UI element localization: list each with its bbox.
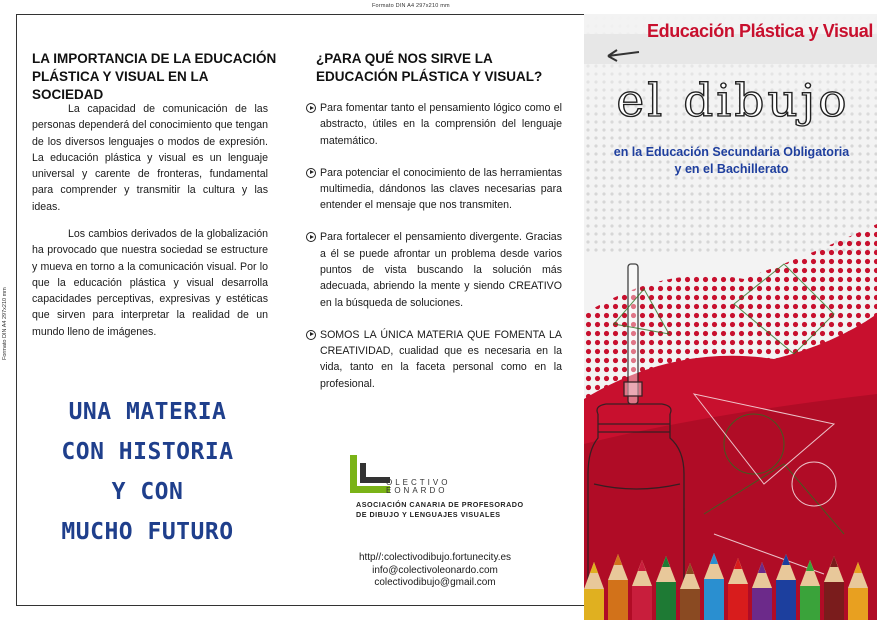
email-link[interactable]: info@colectivoleonardo.com — [372, 564, 498, 576]
purpose-heading: ¿PARA QUÉ NOS SIRVE LA EDUCACIÓN PLÁSTICA Y VISUAL? — [316, 51, 543, 84]
logo-subtitle-line2: DE DIBUJO Y LENGUAJES VISUALES — [356, 510, 501, 519]
play-circle-icon — [306, 168, 316, 178]
logo-subtitle — [356, 500, 524, 520]
list-item-text: Para potenciar el conocimiento de las herramientas multimedia, dándonos las claves necesarias para entender el mensaje que nos transmiten. — [320, 166, 562, 212]
slogan-line: UNA MATERIA — [68, 399, 227, 425]
format-label-side: Formato DIN A4 297x210 mm — [2, 287, 8, 360]
cover-panel — [584, 14, 877, 620]
logo-word-line2: EONARDO — [386, 486, 448, 495]
play-circle-icon — [306, 232, 316, 242]
logo-subtitle-line1: ASOCIACIÓN CANARIA DE PROFESORADO — [356, 500, 524, 509]
list-item-text: Para fomentar tanto el pensamiento lógico como el abstracto, útiles en la comprensión del lenguaje matemático. — [320, 102, 562, 147]
list-item — [306, 165, 562, 214]
importance-paragraph-2: Los cambios derivados de la globalización ha provocado que nuestra sociedad se estructure y mueva en torno a la comunicación visual. Por lo que la educación plástica y visual desarrolla capacidades perceptivas, expresivas y estéticas que sirven para interpretar la realidad de un mundo lleno de imágenes. — [32, 228, 268, 338]
list-item — [306, 327, 562, 392]
purpose-list — [306, 100, 562, 408]
list-item-text: SOMOS LA ÚNICA MATERIA QUE FOMENTA LA CREATIVIDAD, cualidad que es necesaria en la vida, tanto en la faceta personal como en la profesional. — [320, 328, 562, 390]
cover-subtitle — [588, 144, 875, 178]
cover-big-title: el dibujo — [616, 75, 850, 128]
logo-wordmark — [386, 479, 450, 495]
play-circle-icon — [306, 330, 316, 340]
list-item — [306, 229, 562, 310]
website-link[interactable]: http//:colectivodibujo.fortunecity.es — [358, 552, 512, 563]
format-label-top: Formato DIN A4 297x210 mm — [372, 3, 450, 9]
email-link[interactable]: colectivodibujo@gmail.com — [374, 577, 496, 588]
cover-title: Educación Plástica y Visual — [647, 21, 873, 41]
slogan-line: MUCHO FUTURO — [61, 519, 234, 545]
importance-paragraph-1: La capacidad de comunicación de las personas dependerá del conocimiento que tengan de los diversos lenguajes o modos de expresión. La educación plástica y visual es un lenguaje universal y carente de fronteras, fundamental para comprender y transmitir la cultura y las ideas. — [32, 103, 268, 213]
importance-heading: LA IMPORTANCIA DE LA EDUCACIÓN PLÁSTICA Y VISUAL EN LA SOCIEDAD — [32, 51, 277, 102]
list-item-text: Para fortalecer el pensamiento divergente. Gracias a él se puede afrontar un problema desde varios puntos de vista buscando la solución más adecuada, abriendo la mente y siendo CREATIVO en la búsqueda de soluciones. — [320, 231, 562, 309]
cover-subtitle-line2: y en el Bachillerato — [674, 162, 789, 176]
slogan-line: CON HISTORIA — [61, 439, 234, 465]
slogan — [30, 392, 265, 552]
contacts — [320, 552, 550, 590]
logo-word-line1: OLECTIVO — [386, 478, 451, 487]
play-circle-icon — [306, 103, 316, 113]
slogan-line: Y CON — [111, 479, 184, 505]
cover-subtitle-line1: en la Educación Secundaria Obligatoria — [613, 145, 850, 159]
colectivo-leonardo-logo — [348, 453, 538, 525]
list-item — [306, 100, 562, 149]
